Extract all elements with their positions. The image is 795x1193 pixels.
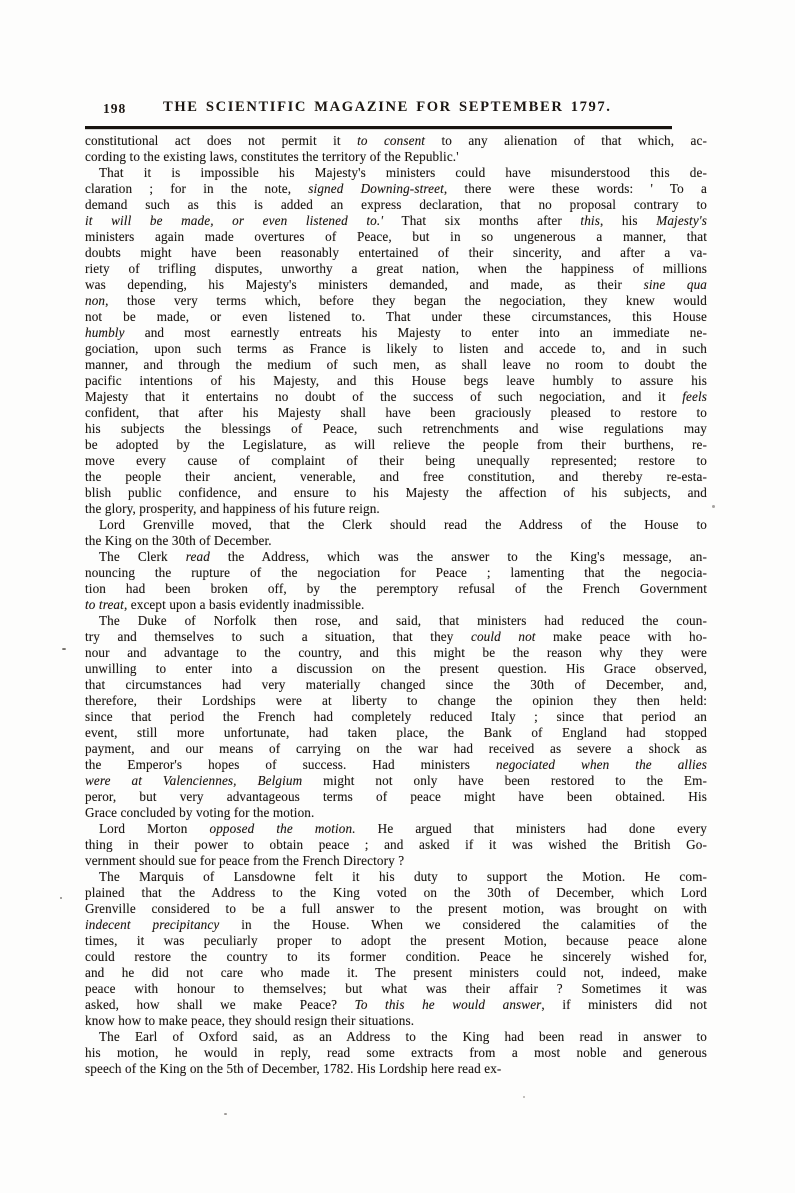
text-line: therefore, their Lordships were at liberty to change the opinion they then held:: [85, 693, 707, 708]
text-line: speech of the King on the 5th of December, 1782. His Lordship here read ex-: [85, 1061, 502, 1076]
text-line: tion had been broken off, by the peremptory refusal of the French Government: [85, 581, 707, 596]
text-line: the King on the 30th of December.: [85, 533, 272, 548]
text-line: gociation, upon such terms as France is likely to listen and accede to, and in such: [85, 341, 707, 356]
text-line: Majesty that it entertains no doubt of the success of such negociation, and it feels: [85, 389, 707, 404]
text-line: unwilling to enter into a discussion on the present question. His Grace observed,: [85, 661, 707, 676]
paragraph: [85, 821, 707, 869]
running-head: [85, 99, 675, 121]
text-line: payment, and our means of carrying on the war had received as severe a shock as: [85, 741, 707, 756]
text-line: move every cause of complaint of their being unequally represented; restore to: [85, 453, 707, 468]
text-line: the glory, prosperity, and happiness of his future reign.: [85, 501, 380, 516]
text-line: since that period the French had completely reduced Italy ; since that period an: [85, 709, 707, 724]
text-line: the Emperor's hopes of success. Had ministers negociated when the allies: [85, 757, 707, 772]
text-line: his motion, he would in reply, read some extracts from a most noble and generous: [85, 1045, 707, 1060]
text-line: be adopted by the Legislature, as will relieve the people from their burthens, re-: [85, 437, 707, 452]
text-line: were at Valenciennes, Belgium might not only have been restored to the Em-: [85, 773, 707, 788]
text-line: vernment should sue for peace from the French Directory ?: [85, 853, 405, 868]
text-line: nouncing the rupture of the negociation for Peace ; lamenting that the negocia-: [85, 565, 707, 580]
text-line: doubts might have been reasonably entertained of their sincerity, and after a va-: [85, 245, 707, 260]
text-line: thing in their power to obtain peace ; and asked if it was wished the British Go-: [85, 837, 707, 852]
text-line: peror, but very advantageous terms of peace might have been obtained. His: [85, 789, 707, 804]
text-line: not be made, or even listened to. That under these circumstances, this House: [85, 309, 707, 324]
text-line: cording to the existing laws, constitutes the territory of the Republic.': [85, 149, 459, 164]
page-number: 198: [103, 101, 127, 116]
text-line: event, still more unfortunate, had taken place, the Bank of England had stopped: [85, 725, 707, 740]
text-line: indecent precipitancy in the House. When we considered the calamities of the: [85, 917, 707, 932]
text-line: his subjects the blessings of Peace, such retrenchments and wise regulations may: [85, 421, 707, 436]
text-line: and he did not care who made it. The present ministers could not, indeed, make: [85, 965, 707, 980]
text-line: Grenville considered to be a full answer to the present motion, was brought on with: [85, 901, 707, 916]
text-line: the people their ancient, venerable, and free constitution, and thereby re-esta-: [85, 469, 707, 484]
text-line: that circumstances had very materially changed since the 30th of December, and,: [85, 677, 707, 692]
text-line: constitutional act does not permit it to consent to any alienation of that which, ac-: [85, 133, 708, 148]
paragraph: [85, 165, 707, 517]
text-line: riety of trifling disputes, unworthy a great nation, when the happiness of millions: [85, 261, 707, 276]
paragraph: [85, 517, 707, 549]
text-line: claration ; for in the note, signed Downing-street, there were these words: ' To a: [85, 181, 707, 196]
text-line: blish public confidence, and ensure to his Majesty the affection of his subjects, and: [85, 485, 707, 500]
text-line: to treat, except upon a basis evidently inadmissible.: [85, 597, 365, 612]
scan-speck: [224, 1113, 227, 1115]
text-line: demand such as this is added an express declaration, that no proposal contrary to: [85, 197, 707, 212]
text-line: The Earl of Oxford said, as an Address to the King had been read in answer to: [99, 1029, 707, 1044]
scan-speck: [523, 1096, 525, 1098]
text-line: Grace concluded by voting for the motion.: [85, 805, 315, 820]
scan-speck: [60, 897, 62, 899]
text-line: humbly and most earnestly entreats his Majesty to enter into an immediate ne-: [85, 325, 707, 340]
paragraph: [85, 1029, 707, 1077]
paragraph: [85, 133, 707, 165]
text-line: confident, that after his Majesty shall have been graciously pleased to restore to: [85, 405, 707, 420]
text-line: The Duke of Norfolk then rose, and said, that ministers had reduced the coun-: [99, 613, 707, 628]
text-line: asked, how shall we make Peace? To this he would answer, if ministers did not: [85, 997, 707, 1012]
text-line: plained that the Address to the King voted on the 30th of December, which Lord: [85, 885, 707, 900]
text-line: The Marquis of Lansdowne felt it his duty to support the Motion. He com-: [99, 869, 707, 884]
text-line: times, it was peculiarly proper to adopt the present Motion, because peace alone: [85, 933, 707, 948]
text-line: manner, and through the medium of such men, as shall leave no room to doubt the: [85, 357, 707, 372]
header-rule: [85, 126, 672, 129]
text-line: it will be made, or even listened to.' That six months after this, his Majesty's: [85, 213, 707, 228]
text-line: know how to make peace, they should resign their situations.: [85, 1013, 415, 1028]
page-title: THE SCIENTIFIC MAGAZINE FOR SEPTEMBER 1797.: [163, 99, 612, 115]
text-line: try and themselves to such a situation, that they could not make peace with ho-: [85, 629, 707, 644]
text-line: pacific intentions of his Majesty, and this House begs leave humbly to assure his: [85, 373, 707, 388]
text-line: non, those very terms which, before they began the negociation, they knew would: [85, 293, 707, 308]
scan-speck: [712, 505, 715, 508]
text-line: could restore the country to its former condition. Peace he sincerely wished for,: [85, 949, 707, 964]
text-line: That it is impossible his Majesty's ministers could have misunderstood this de-: [99, 165, 707, 180]
paragraph: [85, 869, 707, 1029]
paragraph: [85, 549, 707, 613]
text-line: was depending, his Majesty's ministers demanded, and made, as their sine qua: [85, 277, 708, 292]
text-line: The Clerk read the Address, which was the answer to the King's message, an-: [99, 549, 707, 564]
text-line: Lord Grenville moved, that the Clerk should read the Address of the House to: [99, 517, 707, 532]
article-body: [85, 133, 707, 1077]
text-line: nour and advantage to the country, and this might be the reason why they were: [85, 645, 707, 660]
text-line: Lord Morton opposed the motion. He argued that ministers had done every: [99, 821, 708, 836]
paragraph: [85, 613, 707, 821]
scan-speck: [62, 648, 66, 650]
text-line: ministers again made overtures of Peace, but in so ungenerous a manner, that: [85, 229, 707, 244]
text-line: peace with honour to themselves; but what was their affair ? Sometimes it was: [85, 981, 707, 996]
